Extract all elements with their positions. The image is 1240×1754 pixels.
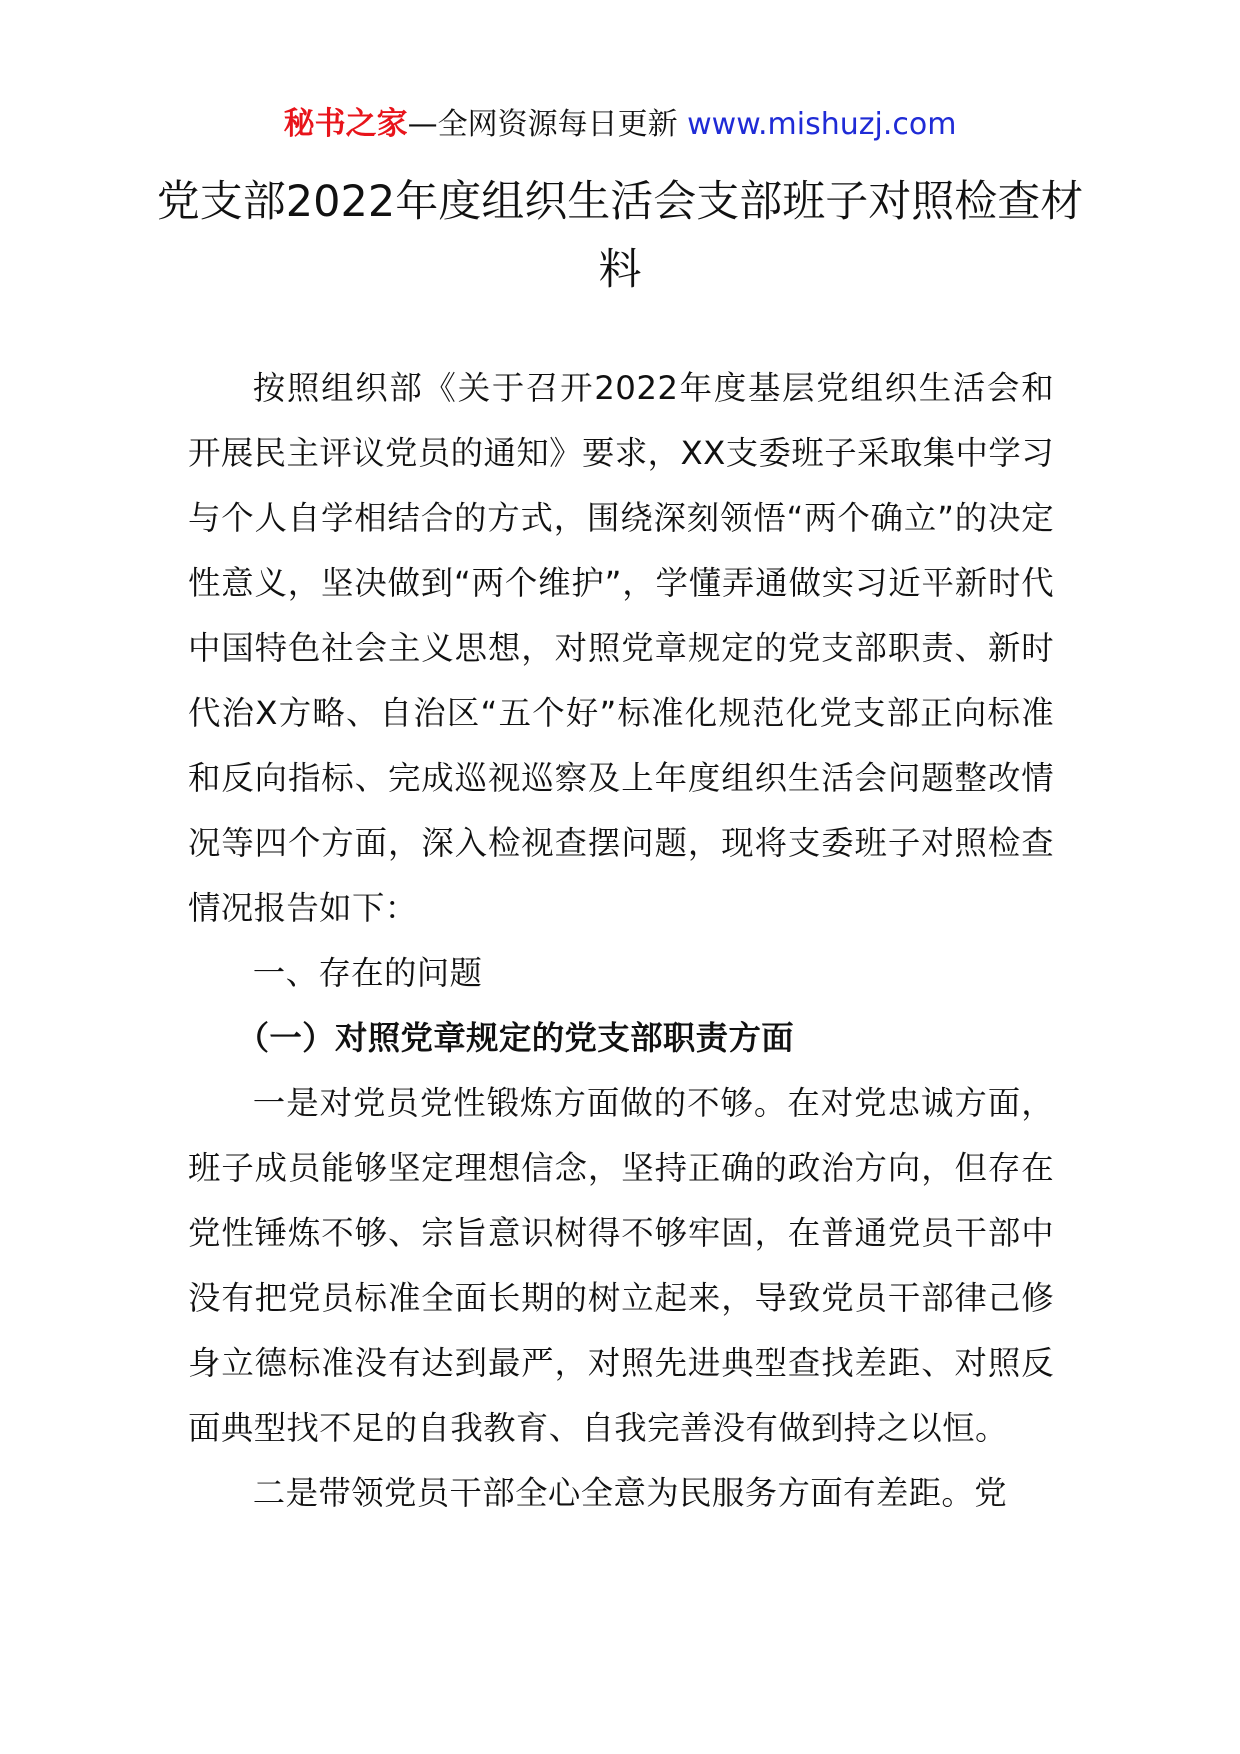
header-tagline: —全网资源每日更新	[407, 107, 688, 142]
section-heading: 一、存在的问题	[252, 954, 483, 992]
site-url-link[interactable]: www.mishuzj.com	[687, 107, 957, 142]
site-header	[0, 104, 1240, 145]
intro-paragraph: 按照组织部《关于召开2022年度基层党组织生活会和开展民主评议党员的通知》要求，XX支委班子采取集中学习与个人自学相结合的方式，围绕深刻领悟“两个确立”的决定性意义，坚决做到“两个维护”，学懂弄通做实习近平新时代中国特色社会主义思想，对照党章规定的党支部职责、新时代治X方略、自治区“五个好”标准化规范化党支部正向标准和反向指标、完成巡视巡察及上年度组织生活会问题整改情况等四个方面，深入检视查摆问题，现将支委班子对照检查情况报告如下：	[188, 369, 1054, 927]
body-paragraph: 一是对党员党性锻炼方面做的不够。在对党忠诚方面，班子成员能够坚定理想信念，坚持正确的政治方向，但存在党性锤炼不够、宗旨意识树得不够牢固，在普通党员干部中没有把党员标准全面长期的树立起来，导致党员干部律己修身立德标准没有达到最严，对照先进典型查找差距、对照反面典型找不足的自我教育、自我完善没有做到持之以恒。	[188, 1084, 1054, 1447]
document-title: 党支部2022年度组织生活会支部班子对照检查材料	[156, 177, 1084, 295]
document-body	[188, 356, 1054, 1526]
brand-name: 秘书之家	[283, 106, 408, 142]
body-paragraph: 二是带领党员干部全心全意为民服务方面有差距。党	[252, 1474, 1007, 1512]
subsection-heading: （一）对照党章规定的党支部职责方面	[236, 1019, 795, 1057]
